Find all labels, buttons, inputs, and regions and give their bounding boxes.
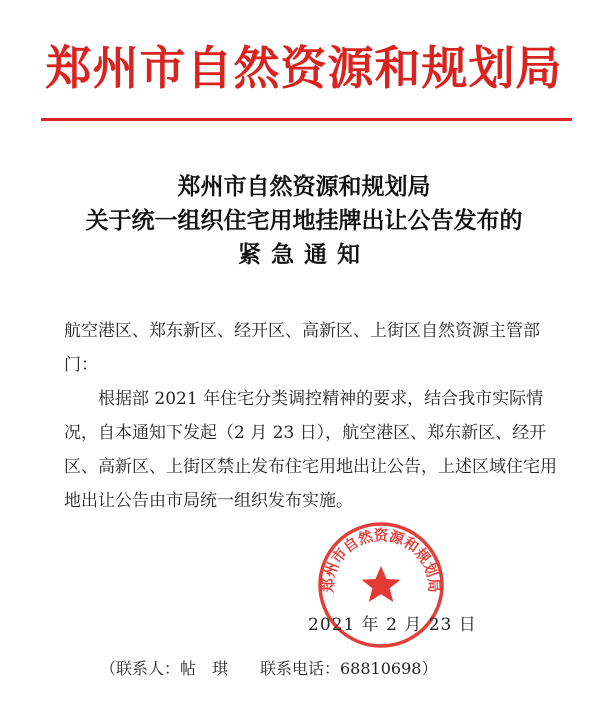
notice-date: 2021 年 2 月 23 日 — [308, 615, 477, 635]
notice-title-line-2: 关于统一组织住宅用地挂牌出让公告发布的 — [85, 208, 523, 234]
letterhead-divider — [41, 118, 572, 121]
addressee: 航空港区、郑东新区、经开区、高新区、上街区自然资源主管部门： — [64, 321, 540, 375]
notice-title-line-3: 紧急通知 — [238, 242, 370, 268]
red-star-icon — [362, 566, 401, 602]
contact-info: （联系人：帖 琪 联系电话：68810698） — [100, 659, 438, 678]
letterhead-title: 郑州市自然资源和规划局 — [45, 41, 563, 95]
seal-text: 郑州市自然资源和规划局 — [320, 528, 442, 594]
notice-title-line-1: 郑州市自然资源和规划局 — [177, 174, 431, 200]
body-paragraph: 根据部 2021 年住宅分类调控精神的要求，结合我市实际情况，自本通知下发起（2 月 23 日），航空港区、郑东新区、经开区、高新区、上街区禁止发布住宅用地出让公告，上述区域住宅用地出让公告由市局统一组织发布实施。 — [64, 389, 557, 511]
